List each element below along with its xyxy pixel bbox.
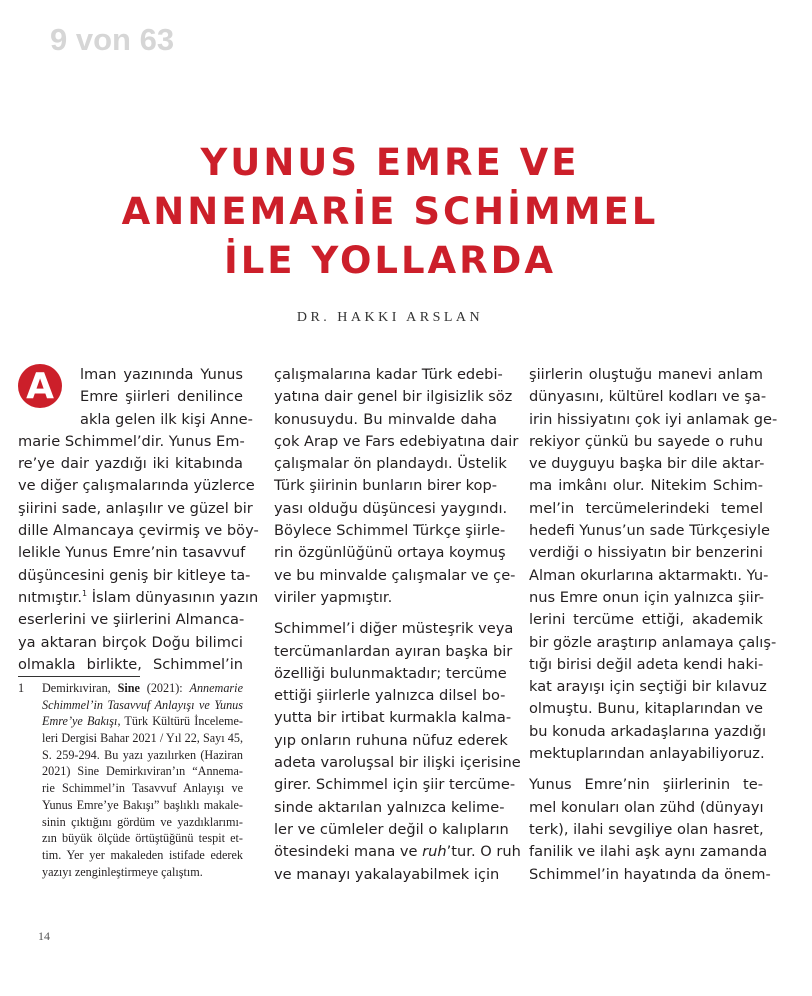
text-line: şiirlerin oluştuğu manevi anlam [529,366,763,383]
text-line: terk), ilahi sevgiliye olan hasret, [529,820,764,838]
text-line: ve duyguyu başka bir dile aktar- [529,455,765,473]
paragraph [529,774,771,885]
text-line: çalışmalar ön plandaydı. Üstelik [274,455,507,473]
text-line: tercümanlardan ayıran başka bir [274,642,513,660]
text-line: yası olduğu düşüncesi yaygındı. [274,499,508,517]
text-line: eserlerini ve şiirlerini Almanca- [18,611,245,629]
paragraph [274,364,519,609]
text-line: sinde aktarılan yalnızca kelime- [274,798,505,816]
text-line: çalışmalarına kadar Türk edebi- [274,366,503,383]
footnote-divider [18,676,140,677]
text-line: Yunus Emre’ye Bakışı” başlıklı makale- [42,797,243,812]
text-segment: Demirkıviran, [42,681,118,695]
text-segment: Annemarie [189,681,243,695]
text-segment: nıtmıştır. [18,588,82,606]
text-line: S. 259-294. Bu yazı yazılırken (Haziran [42,747,243,762]
paragraph [274,618,521,886]
footnote-number: 1 [18,681,25,695]
text-line: Böylece Schimmel Türkçe şiirle- [274,522,506,540]
paragraph [529,364,778,765]
text-line [42,680,243,697]
text-line: akla gelen ilk kişi Anne- [80,410,253,428]
text-line: özelliği bulunmaktadır; tercüme [274,664,507,682]
text-line: yatına dair genel bir ilgisizlik söz [274,388,513,406]
text-line: ya aktaran birçok Doğu bilimci [18,633,243,651]
text-line: Schimmel’in hayatında da önem- [529,865,771,883]
title-line: ANNEMARİE SCHİMMEL [121,190,659,233]
text-line: adeta varoluşsal bir ilişki içerisine [274,754,521,772]
text-line: rin özgünlüğünü ortaya koymuş [274,544,506,562]
text-segment: Sine [117,681,140,695]
text-line: ma imkânı olur. Nitekim Schim- [529,477,763,495]
text-line [42,697,243,714]
text-line: zın büyük ölçüde örtüştüğünü tespit et- [42,831,243,846]
text-segment: Emre’ye Bakışı [42,714,118,729]
text-segment: Schimmel’in Tasavvuf Anlayışı ve Yunus [42,697,243,712]
text-line: 2021) Sine Demirkıviran’ın “Annema- [42,764,243,779]
text-line: girer. Schimmel için şiir tercüme- [274,776,516,794]
text-line [18,587,259,609]
text-line: nus Emre onun için yalnızca şiir- [529,588,765,606]
text-line: ve bu minvalde çalışmalar ve çe- [274,566,516,584]
text-segment: ruh [422,843,447,861]
page-indicator: 9 von 63 [50,22,175,57]
text-line: bu konuda arkadaşlarına yazdığı [529,722,767,740]
text-line: ve diğer çalışmalarında yüzlerce [18,477,255,495]
text-line: kat arayışı için seçtiği bir kılavuz [529,678,767,696]
text-line [274,841,521,863]
text-line: Alman okurlarına aktarmaktı. Yu- [529,566,769,584]
text-line: ler ve cümleler değil o kalıpların [274,820,509,838]
footnote-text [42,680,243,880]
text-line: fanilik ve ilahi aşk aynı zamanda [529,843,768,861]
text-line: lman yazınında Yunus [80,366,243,383]
text-line: mel’in tercümelerindeki temel [529,499,763,517]
text-line: mektuplarından anlayabiliyoruz. [529,745,765,763]
text-segment: İslam dünyasının yazın [87,588,259,606]
text-line: dünyasını, kültürel kodları ve şa- [529,388,767,406]
text-segment: , Türk Kültürü İnceleme- [117,714,243,729]
text-line: konusuydu. Bu minvalde daha [274,410,497,428]
text-line: mel konuları olan zühd (dünyayı [529,798,764,816]
author-byline: DR. HAKKI ARSLAN [296,310,484,325]
text-line [42,713,243,730]
text-line: ettiği şiirlerle yalnızca dilsel bo- [274,687,506,705]
article-title [0,138,780,285]
drop-cap: A [18,364,62,408]
text-line: Yunus Emre’nin şiirlerinin te- [529,776,763,794]
text-line: leri Dergisi Bahar 2021 / Yıl 22, Sayı 45, [42,731,243,746]
text-line: rie Schimmel’in Tasavvuf Anlayışı ve [42,781,243,796]
footnote-ref: 1 [81,589,88,599]
text-line: verdiği o hissiyatın bir benzerini [529,544,763,562]
text-line: lelikle Yunus Emre’nin tasavvuf [18,544,246,562]
text-line: Schimmel’i diğer müsteşrik veya [274,620,514,638]
text-line: şiirini sade, anlaşılır ve güzel bir [18,499,253,517]
paragraph [18,364,259,676]
text-column-1 [18,364,259,685]
text-line: re’ye dair yazdığı iki kitabında [18,455,243,473]
text-line: irin hissiyatını çok iyi anlamak ge- [529,410,778,428]
footnote [18,680,243,880]
text-line: lerini tercüme ettiği, akademik [529,611,763,629]
text-line: yıp onların ruhuna nüfuz ederek [274,731,508,749]
text-line: tığı birisi değil adeta kendi haki- [529,655,764,673]
text-line: marie Schimmel’dir. Yunus Em- [18,432,245,450]
text-line: Türk şiirinin bunların birer kop- [274,477,497,495]
text-line: Emre şiirleri denilince [80,388,243,406]
page-number: 14 [38,929,50,943]
text-column-3 [529,364,778,895]
text-line: çok Arap ve Fars edebiyatına dair [274,432,519,450]
text-segment: ötesindeki mana ve [274,843,423,861]
text-line: bir gözle araştırıp anlamaya çalış- [529,633,777,651]
title-line: YUNUS EMRE VE [200,141,580,184]
text-line: olmuştu. Bunu, kitaplarından ve [529,700,763,718]
text-line: dille Almancaya çevirmiş ve böy- [18,522,259,540]
text-line: yazıyı zenginleştirmeye çalıştım. [42,864,203,879]
text-line: ve manayı yakalayabilmek için [274,865,500,883]
text-column-2 [274,364,521,895]
text-line: rekiyor çünkü bu sayede o ruhu [529,432,763,450]
text-segment: (2021): [139,681,190,695]
text-line: yutta bir irtibat kurmakla kalma- [274,709,512,727]
text-line: tim. Yer yer makaleden istifade ederek [42,847,243,862]
title-line: İLE YOLLARDA [223,239,557,282]
text-line: hedefi Yunus’un sade Türkçesiyle [529,522,771,540]
text-line: viriler yapmıştır. [274,588,393,606]
text-segment: ’tur. O ruh [446,843,521,861]
text-line: olmakla birlikte, Schimmel’in [18,655,243,673]
text-line: sinin çıktığını gördüm ve yazdıklarımı- [42,814,243,829]
text-line: düşüncesini geniş bir kitleye ta- [18,566,251,584]
